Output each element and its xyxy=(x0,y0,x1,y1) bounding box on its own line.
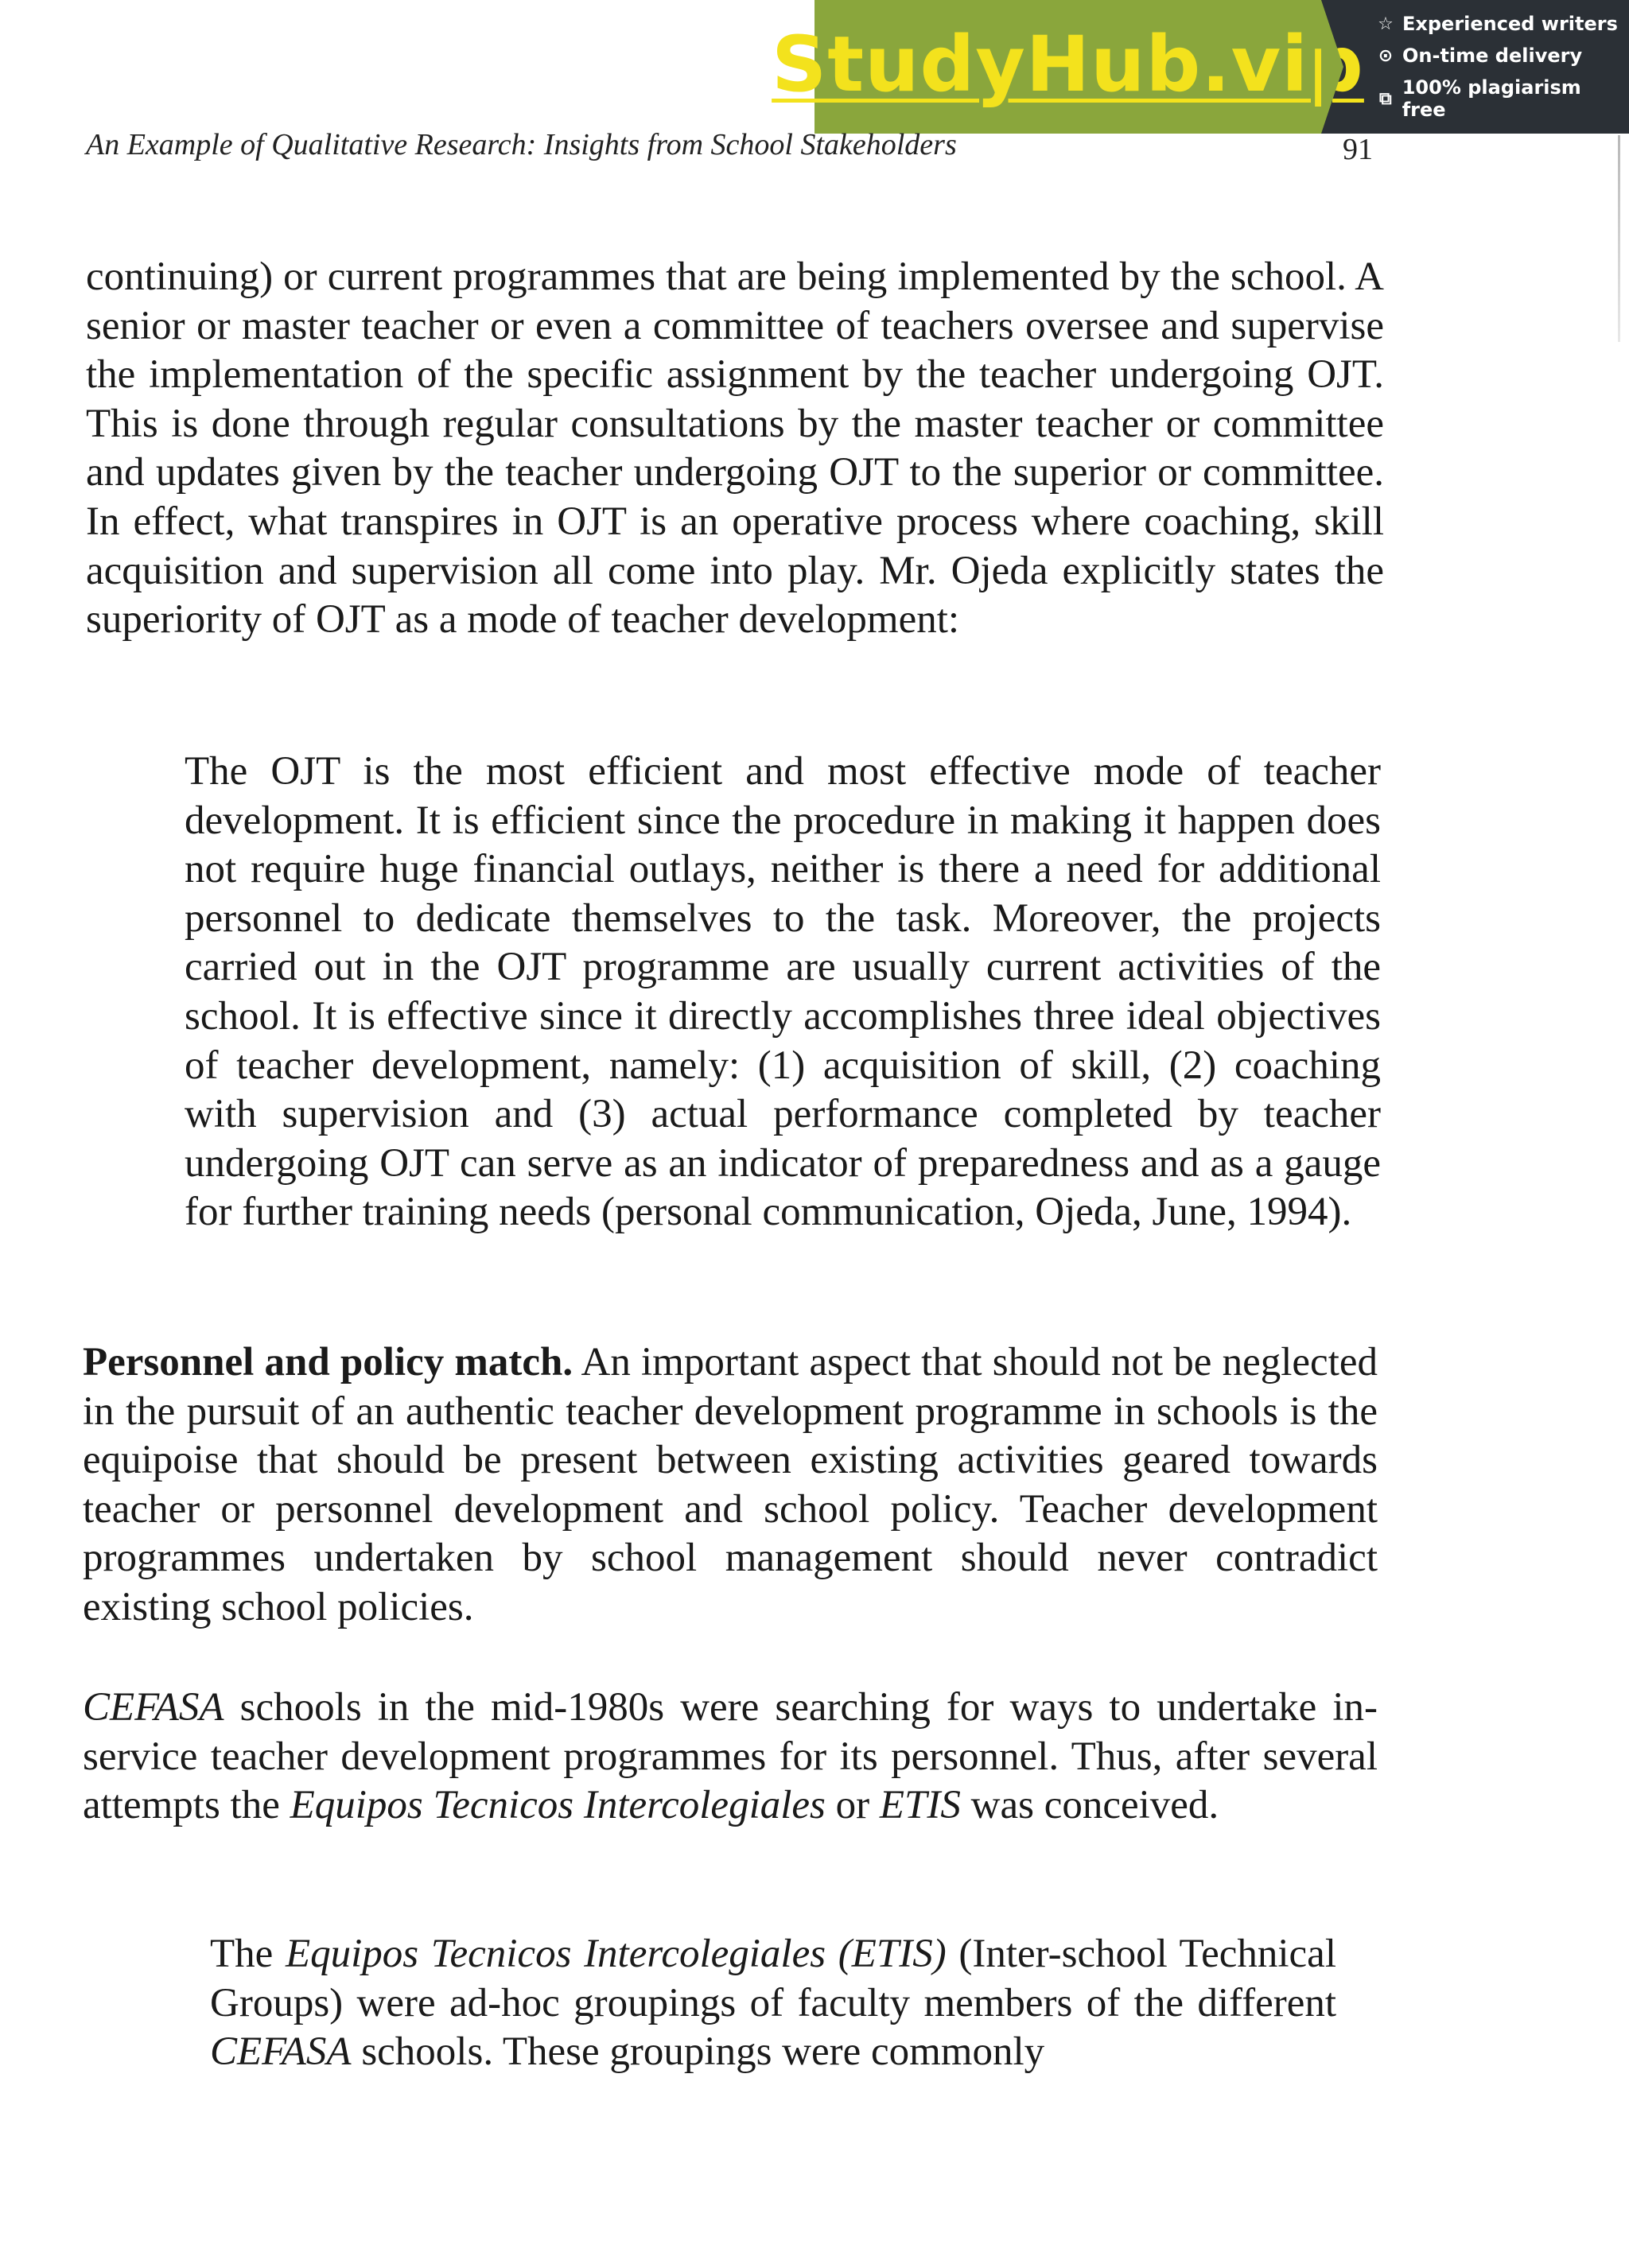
italic-cefasa: CEFASA xyxy=(83,1685,224,1730)
banner-features xyxy=(1321,0,1629,134)
ad-banner[interactable] xyxy=(772,0,1629,134)
quote-text: schools. These groupings were commonly xyxy=(351,2029,1045,2075)
quote-text: (Inter-school Technical Groups) were ad-hoc groupings of faculty members of the different xyxy=(210,1932,1336,2025)
block-quote-etis xyxy=(210,1930,1336,2077)
paragraph-text: or xyxy=(825,1783,880,1828)
italic-etis-full: Equipos Tecnicos Intercolegiales xyxy=(290,1783,826,1828)
feature-on-time-delivery xyxy=(1375,45,1629,67)
feature-label: On-time delivery xyxy=(1402,45,1583,67)
star-icon: ☆ xyxy=(1378,14,1394,34)
feature-label: 100% plagiarism free xyxy=(1402,76,1581,121)
feature-plagiarism-free xyxy=(1375,76,1629,121)
body-paragraph-personnel-policy xyxy=(83,1338,1378,1633)
quote-text: The xyxy=(210,1932,286,1976)
studyhub-logo[interactable] xyxy=(772,0,1364,134)
block-quote-ojeda: The OJT is the most efficient and most effective mode of teacher development. It is efficient since the procedure in making it happen does not require huge financial outlays, neither is there a need for additional personnel to dedicate themselves to the task. Moreover, the projects carried out in the OJT programme are usually current activities of the school. It is effective since it directly accomplishes three ideal objectives of teacher development, namely: (1) acquisition of skill, (2) coaching with supervision and (3) actual performance completed by teacher undergoing OJT can serve as an indicator of preparedness and as a gauge for further training needs (personal communication, Ojeda, June, 1994). xyxy=(185,749,1381,1235)
body-paragraph-cefasa xyxy=(83,1684,1378,1831)
italic-etis-full: Equipos Tecnicos Intercolegiales (ETIS) xyxy=(285,1932,947,1976)
feature-experienced-writers xyxy=(1375,13,1629,35)
paragraph-text: schools in the mid-1980s were searching for ways to undertake in-service teacher development programmes for its personnel. Thus, after several attempts the xyxy=(83,1685,1378,1828)
body-paragraph-1: continuing) or current programmes that are being implemented by the school. A senior or master teacher or even a committee of teachers oversee and supervise the implementation of the specific assignment by the teacher undergoing OJT. This is done through regular consultations by the master teacher or committee and updates given by the teacher undergoing OJT to the superior or committee. In effect, what transpires in OJT is an operative process where coaching, skill acquisition and supervision all come into play. Mr. Ojeda explicitly states the superiority of OJT as a mode of teacher development: xyxy=(86,254,1384,643)
paragraph-text: An important aspect that should not be neglected in the pursuit of an authentic teacher development programme in schools is the equipoise that should be present between existing activities geared towards teacher or personnel development and school policy. Teacher development programmes undertaken by school management should never contradict existing school policies. xyxy=(83,1340,1378,1629)
page-number: 91 xyxy=(1343,133,1373,166)
run-in-heading: Personnel and policy match. xyxy=(83,1340,573,1384)
running-head-title: An Example of Qualitative Research: Insights from School Stakeholders xyxy=(86,128,957,161)
logo-arrow-shape xyxy=(1321,0,1343,134)
italic-etis: ETIS xyxy=(879,1783,961,1828)
clock-icon: ⊙ xyxy=(1378,45,1394,66)
feature-label: Experienced writers xyxy=(1402,13,1618,35)
scan-edge-mark xyxy=(1618,135,1620,342)
paragraph-text: was conceived. xyxy=(960,1783,1219,1828)
copy-check-icon: ⧉ xyxy=(1379,88,1392,109)
italic-cefasa: CEFASA xyxy=(210,2029,352,2075)
logo-text: StudyHub.vip xyxy=(772,20,1364,109)
